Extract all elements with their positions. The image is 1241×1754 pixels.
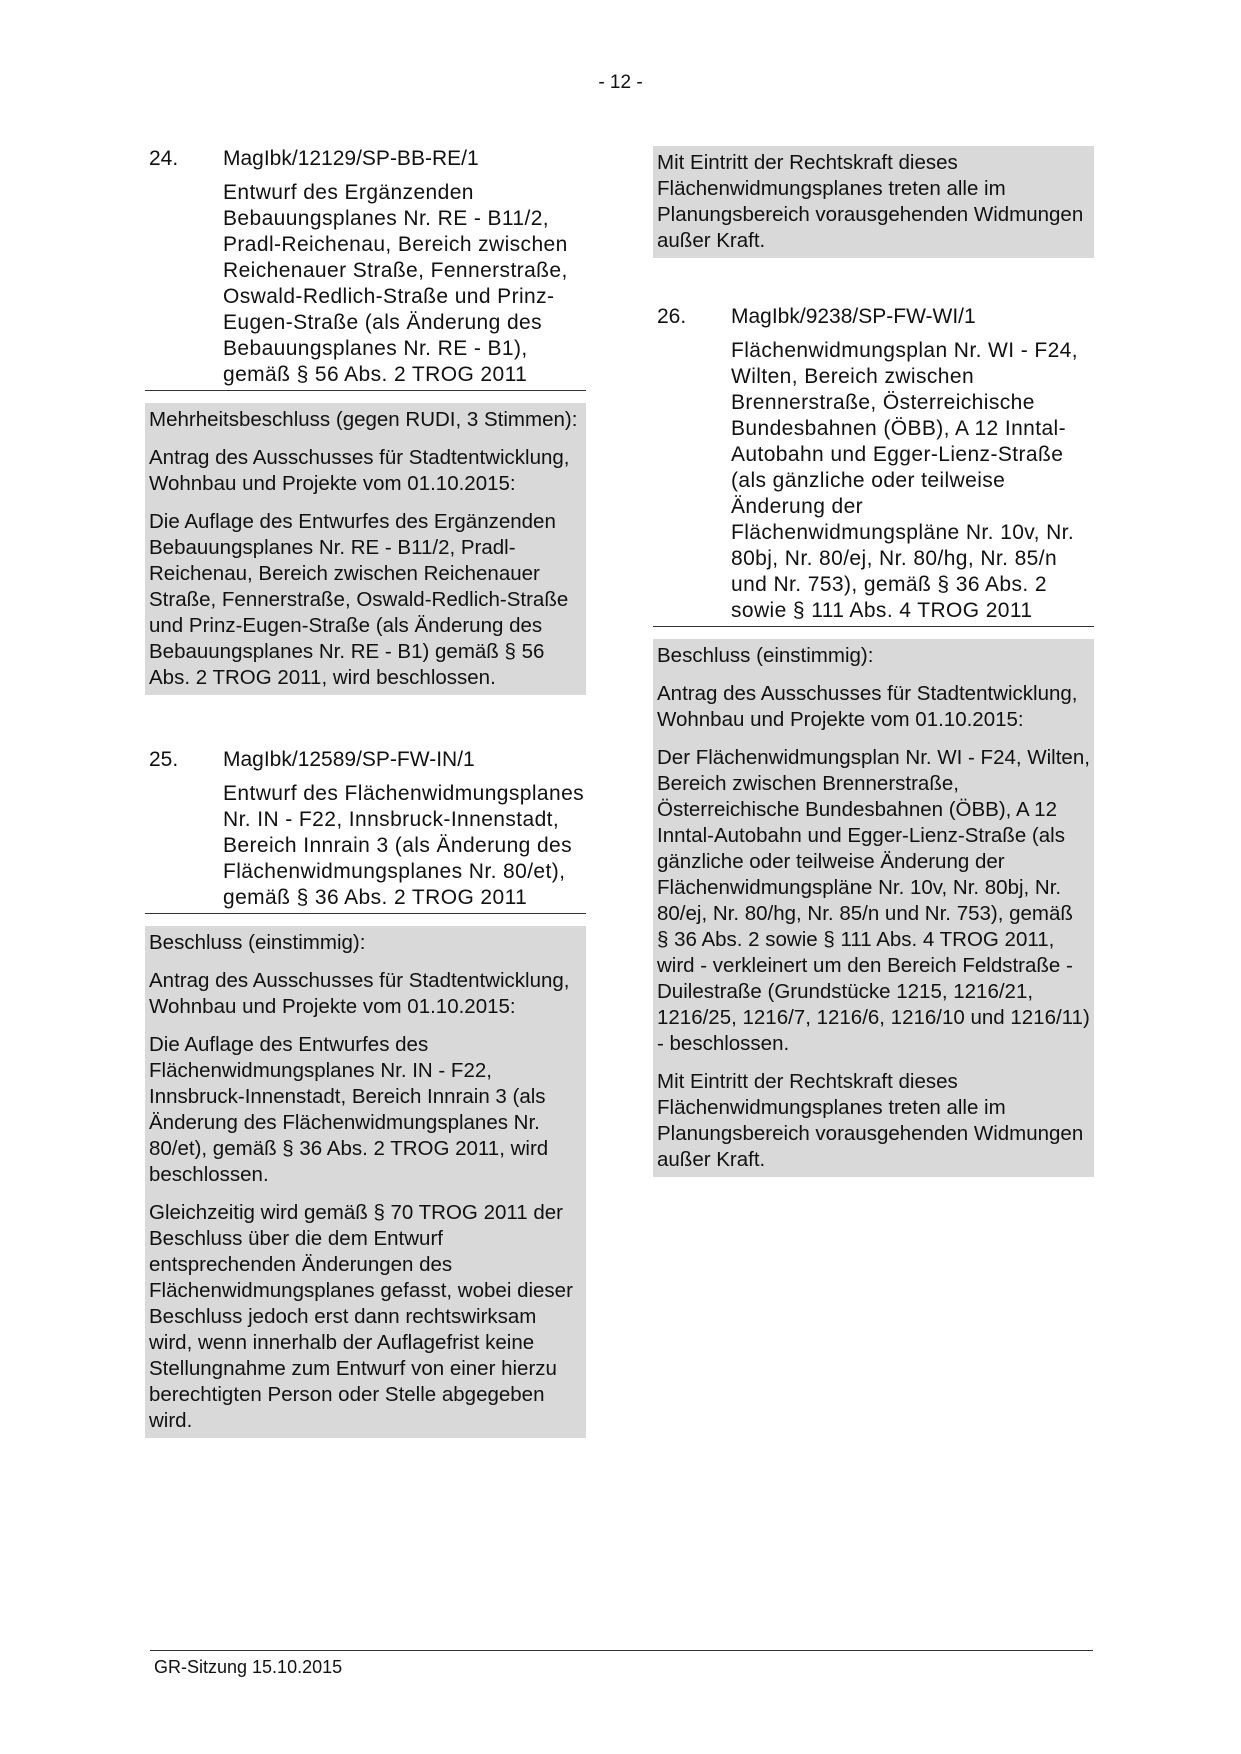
carryover-text: Mit Eintritt der Rechtskraft dieses Flächenwidmungsplanes treten alle im Planungsbereich vorausgehenden Widmungen außer Kraft.	[657, 151, 1084, 252]
item-reference: MagIbk/12129/SP-BB-RE/1	[223, 147, 479, 170]
motion-text: Antrag des Ausschusses für Stadtentwicklung, Wohnbau und Projekte vom 01.10.2015:	[149, 446, 570, 495]
motion-text: Antrag des Ausschusses für Stadtentwicklung, Wohnbau und Projekte vom 01.10.2015:	[657, 682, 1078, 731]
decision-type: Mehrheitsbeschluss (gegen RUDI, 3 Stimmen):	[149, 408, 578, 431]
footer-divider	[150, 1650, 1093, 1651]
item-heading	[145, 146, 586, 172]
decision-type: Beschluss (einstimmig):	[657, 644, 874, 667]
decision-body: Der Flächenwidmungsplan Nr. WI - F24, Wilten, Bereich zwischen Brennerstraße, Österreichische Bundesbahnen (ÖBB), A 12 Inntal-Autobahn und Egger-Lienz-Straße (als gänzliche oder teilweise Änderung der Flächenwidmungspläne Nr. 10v, Nr. 80bj, Nr. 80/ej, Nr. 80/hg, Nr. 85/n und Nr. 753), gemäß § 36 Abs. 2 sowie § 111 Abs. 4 TROG 2011, wird - verkleinert um den Bereich Feldstraße - Duilestraße (Grundstücke 1215, 1216/21, 1216/25, 1216/7, 1216/6, 1216/10 und 1216/11) - beschlossen.	[657, 746, 1090, 1055]
agenda-item-24	[145, 146, 586, 695]
page-number: - 12 -	[598, 72, 643, 93]
agenda-item-26	[653, 304, 1094, 1177]
decision-extra: Mit Eintritt der Rechtskraft dieses Flächenwidmungsplanes treten alle im Planungsbereich vorausgehenden Widmungen außer Kraft.	[657, 1070, 1084, 1171]
carryover-block	[653, 146, 1094, 258]
decision-body: Die Auflage des Entwurfes des Flächenwidmungsplanes Nr. IN - F22, Innsbruck-Innenstadt, Bereich Innrain 3 (als Änderung des Flächenwidmungsplanes Nr. 80/et), gemäß § 36 Abs. 2 TROG 2011, wird beschlossen.	[149, 1033, 549, 1186]
item-number: 24.	[149, 147, 179, 170]
item-heading	[145, 747, 586, 773]
footer-text: GR-Sitzung 15.10.2015	[154, 1657, 343, 1677]
item-title: Entwurf des Ergänzenden Bebauungsplanes Nr. RE - B11/2, Pradl-Reichenau, Bereich zwischen Reichenauer Straße, Fennerstraße, Oswald-Redlich-Straße und Prinz-Eugen-Straße (als Änderung des Bebauungsplanes Nr. RE - B1), gemäß § 56 Abs. 2 TROG 2011	[145, 180, 586, 391]
left-column	[145, 146, 586, 1438]
decision-block	[145, 403, 586, 695]
item-reference: MagIbk/12589/SP-FW-IN/1	[223, 748, 475, 771]
decision-extra: Gleichzeitig wird gemäß § 70 TROG 2011 der Beschluss über die dem Entwurf entsprechenden Änderungen des Flächenwidmungsplanes gefasst, wobei dieser Beschluss jedoch erst dann rechtswirksam wird, wenn innerhalb der Auflagefrist keine Stellungnahme zum Entwurf von einer hierzu berechtigten Person oder Stelle abgegeben wird.	[149, 1201, 573, 1432]
decision-block	[145, 926, 586, 1438]
decision-body: Die Auflage des Entwurfes des Ergänzenden Bebauungsplanes Nr. RE - B11/2, Pradl-Reichenau, Bereich zwischen Reichenauer Straße, Fennerstraße, Oswald-Redlich-Straße und Prinz-Eugen-Straße (als Änderung des Bebauungsplanes Nr. RE - B1) gemäß § 56 Abs. 2 TROG 2011, wird beschlossen.	[149, 510, 569, 689]
item-title: Flächenwidmungsplan Nr. WI - F24, Wilten, Bereich zwischen Brennerstraße, Österreichische Bundesbahnen (ÖBB), A 12 Inntal-Autobahn und Egger-Lienz-Straße (als gänzliche oder teilweise Änderung der Flächenwidmungspläne Nr. 10v, Nr. 80bj, Nr. 80/ej, Nr. 80/hg, Nr. 85/n und Nr. 753), gemäß § 36 Abs. 2 sowie § 111 Abs. 4 TROG 2011	[653, 338, 1094, 627]
item-reference: MagIbk/9238/SP-FW-WI/1	[731, 305, 976, 328]
decision-block	[653, 639, 1094, 1177]
decision-type: Beschluss (einstimmig):	[149, 931, 366, 954]
item-number: 26.	[657, 305, 687, 328]
item-number: 25.	[149, 748, 179, 771]
right-column	[653, 146, 1094, 1177]
item-title: Entwurf des Flächenwidmungsplanes Nr. IN - F22, Innsbruck-Innenstadt, Bereich Innrain 3 (als Änderung des Flächenwidmungsplanes Nr. 80/et), gemäß § 36 Abs. 2 TROG 2011	[145, 781, 586, 914]
item-heading	[653, 304, 1094, 330]
motion-text: Antrag des Ausschusses für Stadtentwicklung, Wohnbau und Projekte vom 01.10.2015:	[149, 969, 570, 1018]
agenda-item-25	[145, 747, 586, 1438]
